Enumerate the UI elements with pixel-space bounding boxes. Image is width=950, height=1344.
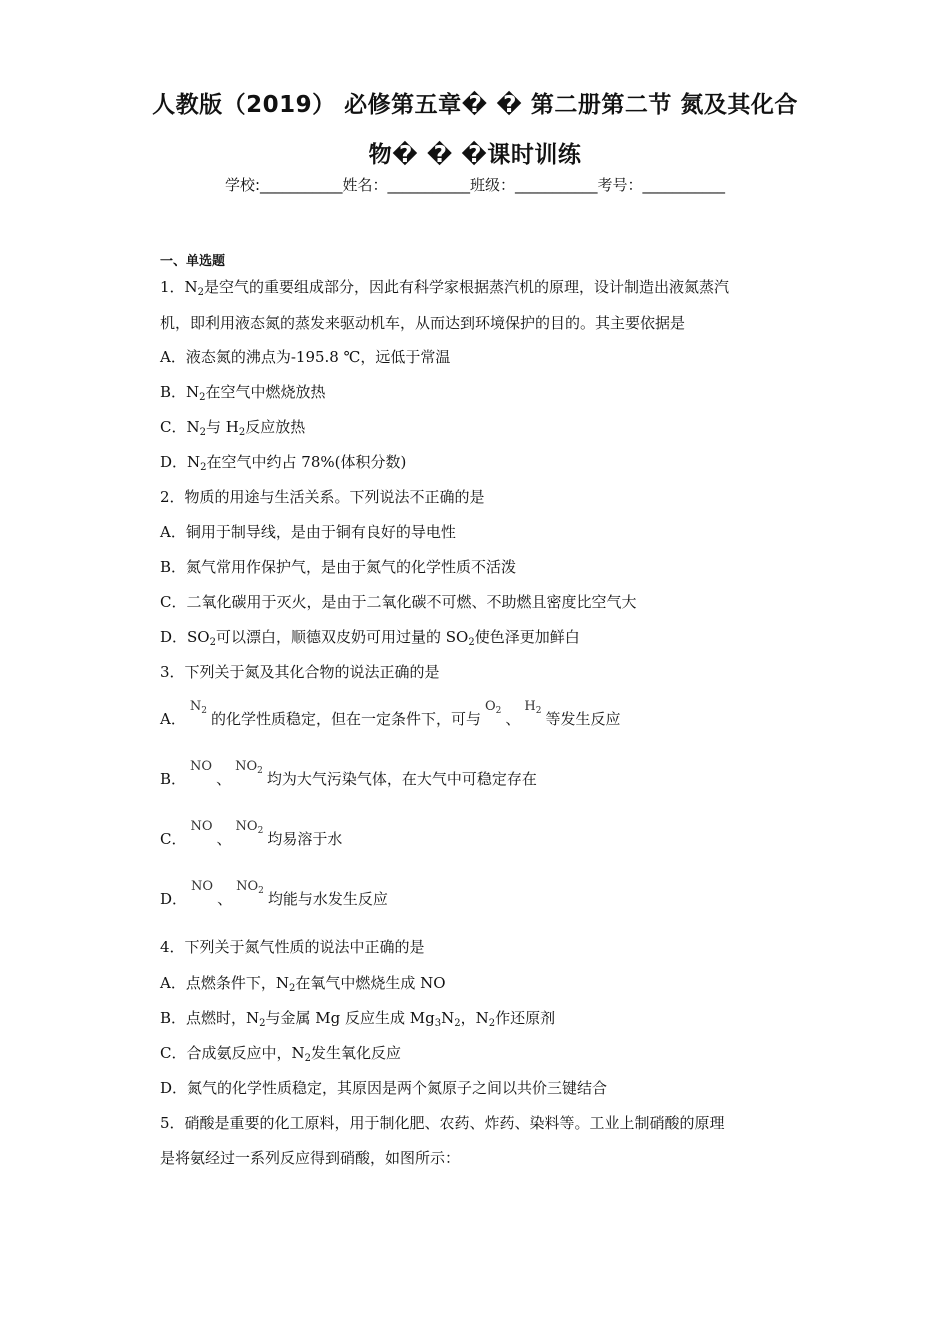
text-line bbox=[160, 313, 685, 333]
text-line bbox=[160, 1043, 401, 1069]
formula-image: $NO_2$ bbox=[236, 879, 264, 896]
text-line bbox=[160, 1148, 460, 1168]
text-segment: ，N bbox=[460, 1009, 489, 1027]
text-segment: A．液态氮的沸点为-195.8 ℃，远低于常温 bbox=[160, 348, 451, 366]
text-segment: 是将氨经过一系列反应得到硝酸，如图所示： bbox=[160, 1149, 461, 1167]
text-line bbox=[160, 1078, 607, 1098]
formula-image: $H_2$ bbox=[524, 699, 542, 716]
text-segment: 在氧气中燃烧生成 NO bbox=[295, 974, 446, 992]
text-segment: B．点燃时，N bbox=[160, 1009, 260, 1027]
text-segment: 2．物质的用途与生活关系。下列说法不正确的是 bbox=[160, 488, 485, 506]
subscript: 2 bbox=[209, 637, 216, 648]
text-segment: 是空气的重要组成部分，因此有科学家根据蒸汽机的原理，设计制造出液氮蒸汽 bbox=[204, 278, 730, 296]
formula-image: $N_2$ bbox=[189, 699, 207, 716]
text-segment: 、 bbox=[505, 710, 521, 728]
subscript: 2 bbox=[201, 706, 207, 716]
text-segment: 发生氧化反应 bbox=[310, 1044, 401, 1062]
text-segment: 4．下列关于氮气性质的说法中正确的是 bbox=[160, 938, 425, 956]
text-segment: C．合成氨反应中，N bbox=[160, 1044, 305, 1062]
subscript: 2 bbox=[259, 1018, 266, 1029]
section-heading bbox=[160, 252, 225, 272]
subscript: 2 bbox=[535, 706, 542, 716]
subscript: 2 bbox=[197, 287, 205, 298]
text-segment: B．N bbox=[160, 383, 200, 401]
subscript: 2 bbox=[288, 983, 296, 994]
subscript: 2 bbox=[468, 637, 475, 648]
formula-image: $NO_2$ bbox=[235, 819, 264, 836]
subscript: 2 bbox=[200, 462, 207, 473]
text-segment: 、 bbox=[216, 770, 232, 788]
formula-image: NO bbox=[190, 819, 213, 834]
text-segment: B．氮气常用作保护气，是由于氮气的化学性质不活泼 bbox=[160, 558, 517, 576]
text-line bbox=[160, 522, 456, 542]
text-segment: 使色泽更加鲜白 bbox=[474, 628, 580, 646]
text-segment: B． bbox=[160, 770, 187, 788]
formula-image: $NO_2$ bbox=[235, 759, 263, 776]
text-segment: C． bbox=[160, 830, 187, 848]
text-line bbox=[160, 592, 636, 612]
text-line bbox=[160, 937, 425, 957]
text-segment: 在空气中约占 78%(体积分数) bbox=[206, 453, 407, 471]
text-segment: 一、单选题 bbox=[160, 254, 226, 269]
text-line bbox=[160, 277, 729, 303]
text-line bbox=[160, 452, 406, 478]
text-segment: A． bbox=[160, 710, 186, 728]
text-segment: 反应放热 bbox=[245, 418, 306, 436]
text-line bbox=[160, 1008, 555, 1034]
text-segment: 与金属 Mg 反应生成 Mg bbox=[265, 1009, 435, 1027]
subscript: 2 bbox=[258, 886, 264, 896]
subscript: 2 bbox=[257, 766, 263, 776]
text-line bbox=[160, 347, 450, 367]
text-segment: 与 H bbox=[205, 418, 239, 436]
text-segment: 均能与水发生反应 bbox=[267, 890, 388, 908]
subscript: 3 bbox=[434, 1018, 442, 1029]
text-segment: 作还原剂 bbox=[495, 1009, 556, 1027]
text-segment: 机，即利用液态氮的蒸发来驱动机车，从而达到环境保护的目的。其主要依据是 bbox=[160, 314, 686, 332]
formula-image: $O_2$ bbox=[484, 699, 502, 716]
text-segment: C．N bbox=[160, 418, 200, 436]
text-segment: A．铜用于制导线，是由于铜有良好的导电性 bbox=[160, 523, 456, 541]
document-title-line2: 物� � �课时训练 bbox=[368, 142, 582, 168]
student-info-fields: 学校:___________姓名：___________班级：___________考号：___________ bbox=[224, 176, 726, 194]
text-line bbox=[160, 973, 446, 999]
text-segment: 在空气中燃烧放热 bbox=[205, 383, 326, 401]
text-segment: 均为大气污染气体，在大气中可稳定存在 bbox=[266, 770, 537, 788]
text-segment: D．氮气的化学性质稳定，其原因是两个氮原子之间以共价三键结合 bbox=[160, 1079, 608, 1097]
text-segment: 的化学性质稳定，但在一定条件下，可与 bbox=[210, 710, 481, 728]
subscript: 2 bbox=[238, 427, 246, 438]
text-line bbox=[160, 819, 343, 855]
text-segment: D． bbox=[160, 890, 188, 908]
text-line bbox=[160, 487, 485, 507]
text-line bbox=[160, 879, 388, 915]
text-segment: D．N bbox=[160, 453, 201, 471]
text-segment: 5．硝酸是重要的化工原料，用于制化肥、农药、炸药、染料等。工业上制硝酸的原理 bbox=[160, 1114, 725, 1132]
text-line bbox=[160, 1113, 725, 1133]
text-line bbox=[160, 417, 305, 443]
text-segment: D．SO bbox=[160, 628, 210, 646]
text-line bbox=[160, 759, 537, 795]
text-line bbox=[160, 382, 326, 408]
subscript: 2 bbox=[454, 1018, 461, 1029]
subscript: 2 bbox=[199, 392, 206, 403]
subscript: 2 bbox=[199, 427, 206, 438]
subscript: 2 bbox=[488, 1018, 496, 1029]
subscript: 2 bbox=[257, 826, 264, 836]
text-segment: 均易溶于水 bbox=[267, 830, 343, 848]
subscript: 2 bbox=[304, 1053, 311, 1064]
text-segment: 可以漂白，顺德双皮奶可用过量的 SO bbox=[215, 628, 469, 646]
text-segment: 、 bbox=[216, 830, 232, 848]
subscript: 2 bbox=[495, 706, 502, 716]
text-segment: 等发生反应 bbox=[545, 710, 621, 728]
formula-image: NO bbox=[190, 759, 213, 774]
text-segment: A．点燃条件下，N bbox=[160, 974, 289, 992]
text-line bbox=[160, 662, 440, 682]
formula-image: NO bbox=[191, 879, 214, 894]
text-segment: 、 bbox=[217, 890, 233, 908]
text-segment: C．二氧化碳用于灭火，是由于二氧化碳不可燃、不助燃且密度比空气大 bbox=[160, 593, 637, 611]
text-segment: 3．下列关于氮及其化合物的说法正确的是 bbox=[160, 663, 440, 681]
text-segment: N bbox=[441, 1009, 455, 1027]
text-line bbox=[160, 627, 580, 653]
text-segment: 1．N bbox=[160, 278, 198, 296]
text-line bbox=[160, 699, 621, 735]
text-line bbox=[160, 557, 516, 577]
document-title-line1: 人教版（2019） 必修第五章� � 第二册第二节 氮及其化合 bbox=[152, 92, 798, 118]
